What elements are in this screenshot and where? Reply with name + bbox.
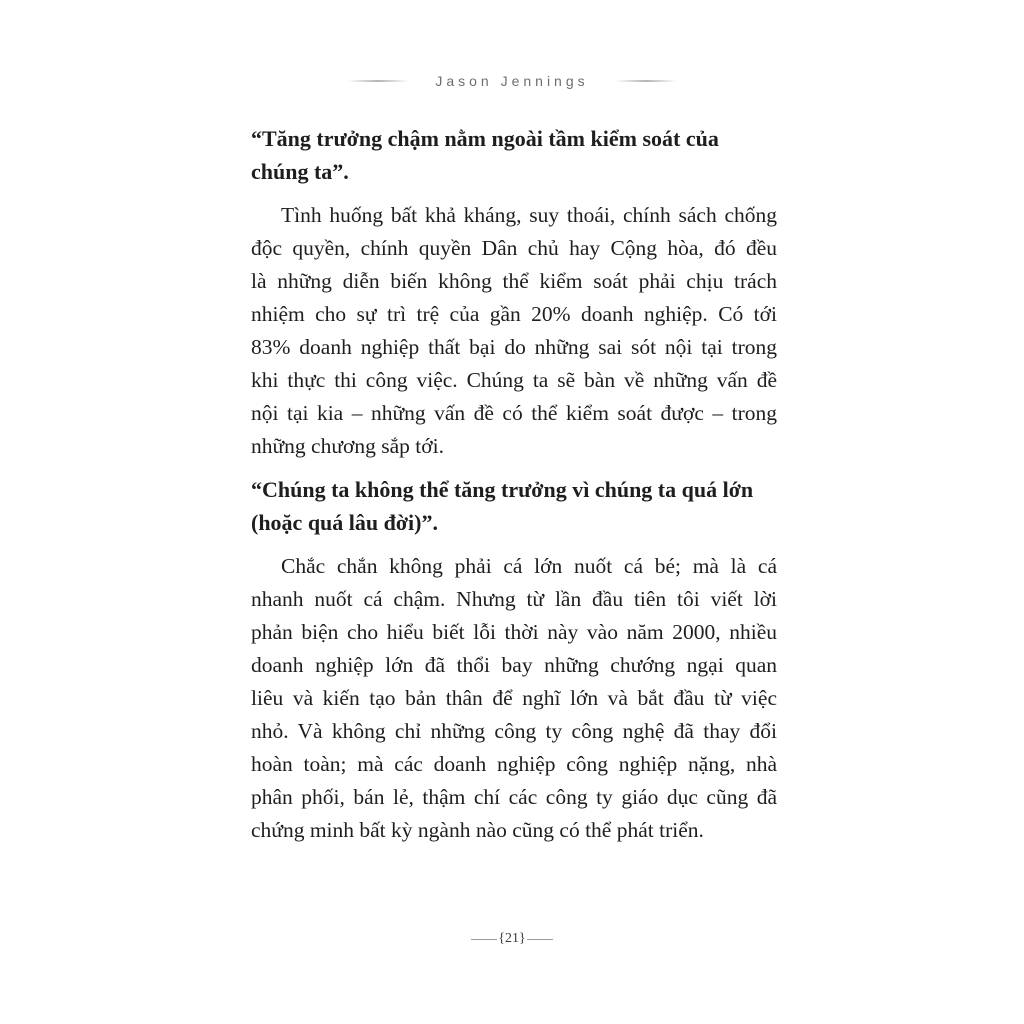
header-right-rule bbox=[615, 80, 677, 82]
body-paragraph bbox=[251, 550, 777, 847]
paragraph-line: phân phối, bán lẻ, thậm chí các công ty giáo dục cũng đã bbox=[251, 785, 777, 809]
paragraph-line: khi thực thi công việc. Chúng ta sẽ bàn về những vấn đề bbox=[251, 368, 777, 392]
paragraph-line: phản biện cho hiểu biết lỗi thời này vào năm 2000, nhiều bbox=[251, 620, 777, 644]
heading-line: “Chúng ta không thể tăng trưởng vì chúng ta quá lớn bbox=[251, 477, 754, 502]
paragraph-line: nhỏ. Và không chỉ những công ty công nghệ đã thay đổi bbox=[251, 719, 777, 743]
body-paragraph bbox=[251, 199, 777, 463]
header-left-rule bbox=[347, 80, 409, 82]
section-slow-growth bbox=[251, 122, 777, 463]
paragraph-line: nội tại kia – những vấn đề có thể kiểm soát được – trong bbox=[251, 401, 777, 425]
heading-line: “Tăng trưởng chậm nằm ngoài tầm kiểm soát của bbox=[251, 126, 719, 151]
footer-right-rule bbox=[527, 939, 553, 940]
paragraph-line: doanh nghiệp lớn đã thổi bay những chướng ngại quan bbox=[251, 653, 777, 677]
paragraph-line: độc quyền, chính quyền Dân chủ hay Cộng hòa, đó đều bbox=[251, 236, 777, 260]
section-heading bbox=[251, 473, 777, 539]
section-heading bbox=[251, 122, 777, 188]
paragraph-line: hoàn toàn; mà các doanh nghiệp công nghiệp nặng, nhà bbox=[251, 752, 777, 776]
paragraph-line: chứng minh bất kỳ ngành nào cũng có thể phát triển. bbox=[251, 818, 704, 842]
paragraph-line: 83% doanh nghiệp thất bại do những sai sót nội tại trong bbox=[251, 335, 777, 359]
paragraph-line: Tình huống bất khả kháng, suy thoái, chính sách chống bbox=[281, 203, 777, 227]
paragraph-line: là những diễn biến không thể kiểm soát phải chịu trách bbox=[251, 269, 777, 293]
page-body bbox=[251, 122, 777, 857]
running-header bbox=[0, 68, 1024, 94]
paragraph-line: Chắc chắn không phải cá lớn nuốt cá bé; mà là cá bbox=[281, 554, 777, 578]
heading-line: (hoặc quá lâu đời)”. bbox=[251, 510, 438, 535]
heading-line: chúng ta”. bbox=[251, 159, 349, 184]
paragraph-line: liêu và kiến tạo bản thân để nghĩ lớn và bắt đầu từ việc bbox=[251, 686, 777, 710]
author-name: Jason Jennings bbox=[435, 73, 589, 89]
paragraph-line: nhanh nuốt cá chậm. Nhưng từ lần đầu tiên tôi viết lời bbox=[251, 587, 777, 611]
footer-left-rule bbox=[471, 939, 497, 940]
page-number: {21} bbox=[498, 931, 526, 946]
section-too-big bbox=[251, 473, 777, 847]
paragraph-line: nhiệm cho sự trì trệ của gần 20% doanh nghiệp. Có tới bbox=[251, 302, 777, 326]
page-footer bbox=[0, 928, 1024, 950]
paragraph-line: những chương sắp tới. bbox=[251, 434, 444, 458]
